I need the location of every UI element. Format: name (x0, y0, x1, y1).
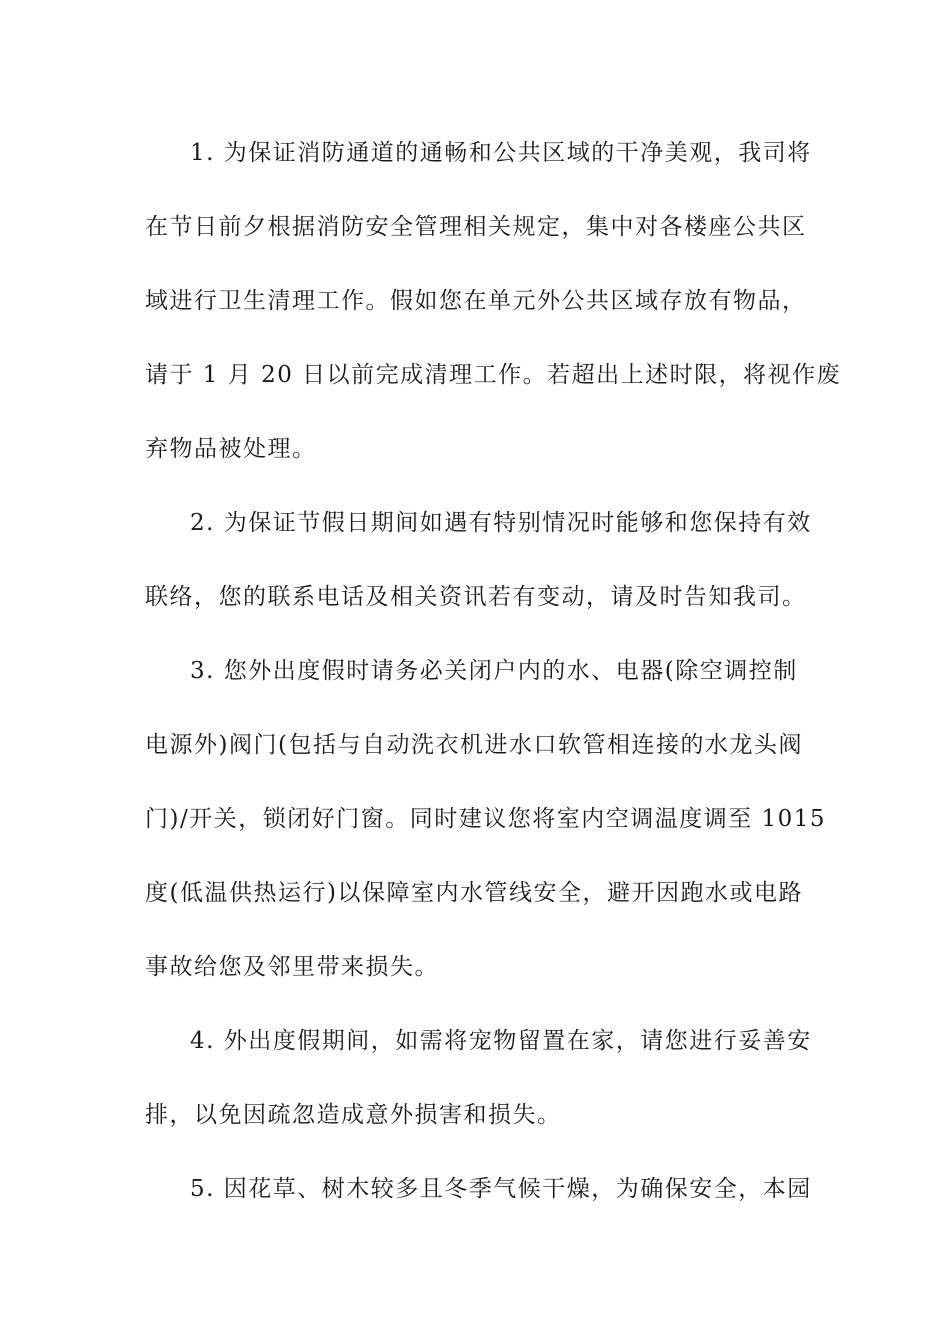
paragraph-3-line-5: 事故给您及邻里带来损失。 (145, 954, 439, 980)
paragraph-1-line-4: 请于 1 月 20 日以前完成清理工作。若超出上述时限，将视作废 (145, 362, 842, 388)
paragraph-3-line-2: 电源外)阀门(包括与自动洗衣机进水口软管相连接的水龙头阀 (145, 732, 803, 758)
paragraph-3-line-4: 度(低温供热运行)以保障室内水管线安全，避开因跑水或电路 (145, 880, 803, 906)
paragraph-1-line-5: 弃物品被处理。 (145, 436, 317, 462)
paragraph-5-line-1: 5. 因花草、树木较多且冬季气候干燥，为确保安全，本园 (190, 1176, 812, 1202)
paragraph-2-line-2: 联络，您的联系电话及相关资讯若有变动，请及时告知我司。 (145, 584, 807, 610)
paragraph-1-line-3: 域进行卫生清理工作。假如您在单元外公共区域存放有物品， (145, 288, 807, 314)
paragraph-3-line-1: 3. 您外出度假时请务必关闭户内的水、电器(除空调控制 (190, 658, 798, 684)
paragraph-4-line-2: 排，以免因疏忽造成意外损害和损失。 (145, 1102, 562, 1128)
paragraph-4-line-1: 4. 外出度假期间，如需将宠物留置在家，请您进行妥善安 (190, 1028, 812, 1054)
paragraph-1-line-2: 在节日前夕根据消防安全管理相关规定，集中对各楼座公共区 (145, 214, 807, 240)
paragraph-2-line-1: 2. 为保证节假日期间如遇有特别情况时能够和您保持有效 (190, 510, 812, 536)
paragraph-1-line-1: 1. 为保证消防通道的通畅和公共区域的干净美观，我司将 (190, 140, 812, 166)
paragraph-3-line-3: 门)/开关，锁闭好门窗。同时建议您将室内空调温度调至 1015 (145, 806, 827, 832)
